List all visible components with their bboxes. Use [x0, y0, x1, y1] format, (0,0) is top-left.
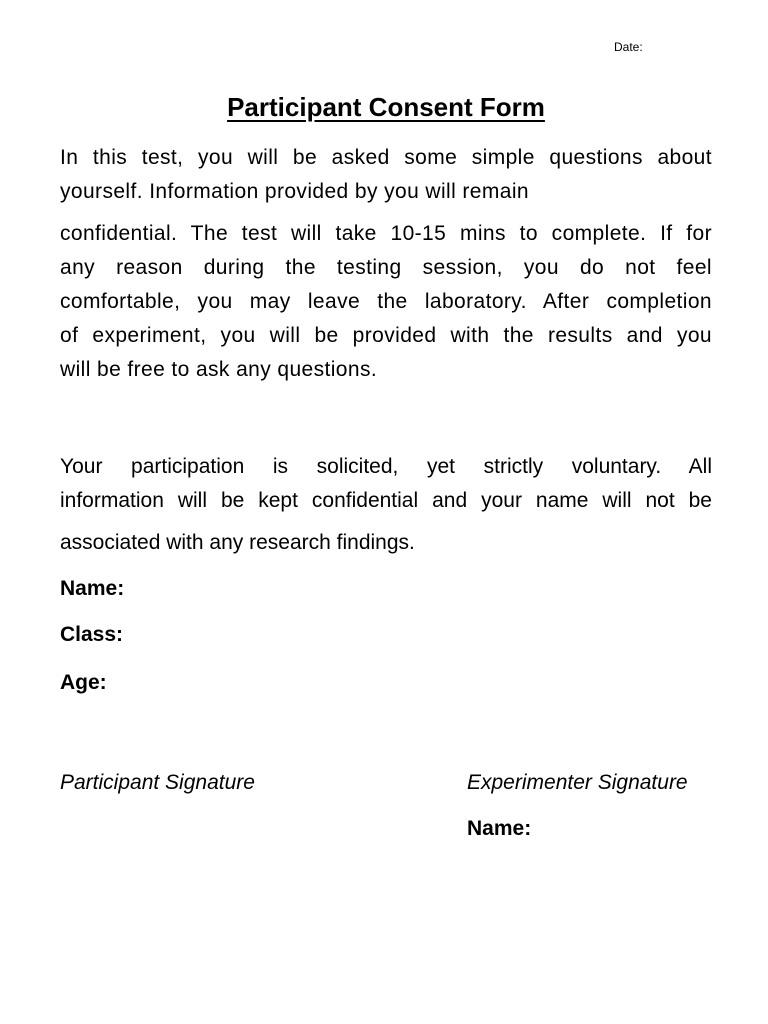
name-field-label: Name: [60, 577, 125, 600]
intro-line: yourself. Information provided by you will remain [60, 180, 529, 203]
intro-paragraph [60, 141, 712, 387]
participation-line: Your participation is solicited, yet strictly voluntary. All [60, 455, 712, 478]
participation-line: information will be kept confidential and your name will not be [60, 489, 712, 512]
participation-line: associated with any research findings. [60, 531, 415, 554]
intro-line: confidential. The test will take 10-15 mins to complete. If for [60, 222, 712, 245]
intro-line: of experiment, you will be provided with the results and you [60, 324, 712, 347]
participant-signature-label: Participant Signature [60, 771, 255, 794]
experimenter-signature-label: Experimenter Signature [467, 771, 688, 794]
age-field-label: Age: [60, 671, 107, 694]
intro-line: any reason during the testing session, you do not feel [60, 256, 712, 279]
date-label: Date: [614, 40, 643, 54]
experimenter-name-label: Name: [467, 817, 532, 840]
intro-line: will be free to ask any questions. [60, 358, 378, 381]
intro-line: comfortable, you may leave the laboratory. After completion [60, 290, 712, 313]
class-field-label: Class: [60, 623, 124, 646]
page-title: Participant Consent Form [227, 92, 545, 122]
intro-line: In this test, you will be asked some simple questions about [60, 146, 712, 169]
participation-paragraph [60, 450, 712, 560]
